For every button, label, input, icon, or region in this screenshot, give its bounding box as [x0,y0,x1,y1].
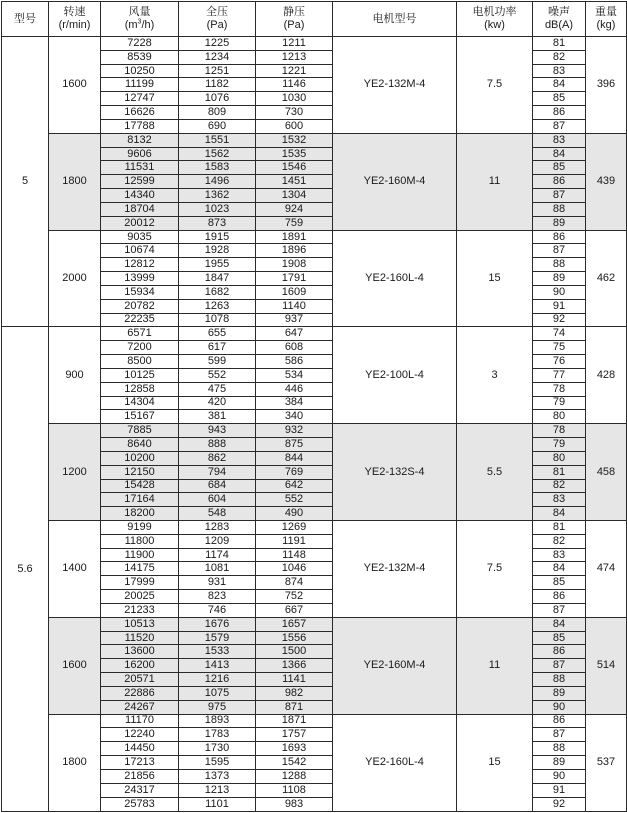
static-pressure-cell: 932 [256,424,333,438]
flow-cell: 11520 [101,631,179,645]
header-weight [586,2,627,37]
flow-cell: 12858 [101,382,179,396]
static-pressure-cell: 1451 [256,175,333,189]
weight-cell: 428 [586,327,627,424]
static-pressure-cell: 1556 [256,631,333,645]
header-power-label: 电机功率 [472,6,517,18]
header-weight-label: 重量 [595,6,617,18]
noise-cell: 85 [533,92,586,106]
header-flow-label: 风量 [128,6,151,18]
flow-cell: 9035 [101,230,179,244]
flow-cell: 22235 [101,313,179,327]
flow-cell: 10674 [101,244,179,258]
noise-cell: 84 [533,147,586,161]
static-pressure-cell: 1141 [256,673,333,687]
flow-cell: 12747 [101,92,179,106]
total-pressure-cell: 604 [179,493,256,507]
noise-cell: 87 [533,728,586,742]
static-pressure-cell: 983 [256,797,333,811]
speed-cell: 1800 [49,133,101,230]
total-pressure-cell: 1783 [179,728,256,742]
fan-spec-table [1,1,627,812]
flow-cell: 15934 [101,285,179,299]
total-pressure-cell: 823 [179,590,256,604]
noise-cell: 83 [533,133,586,147]
power-cell: 15 [457,714,533,811]
static-pressure-cell: 1366 [256,659,333,673]
static-pressure-cell: 534 [256,368,333,382]
noise-cell: 83 [533,493,586,507]
table-row [2,230,627,244]
flow-cell: 24317 [101,783,179,797]
flow-cell: 25783 [101,797,179,811]
static-pressure-cell: 642 [256,479,333,493]
static-pressure-cell: 1304 [256,189,333,203]
motor-cell: YE2-160L-4 [333,230,457,327]
static-pressure-cell: 982 [256,686,333,700]
flow-cell: 10250 [101,64,179,78]
static-pressure-cell: 1546 [256,161,333,175]
total-pressure-cell: 1928 [179,244,256,258]
total-pressure-cell: 1075 [179,686,256,700]
flow-cell: 7200 [101,341,179,355]
noise-cell: 86 [533,106,586,120]
static-pressure-cell: 1891 [256,230,333,244]
static-pressure-cell: 1657 [256,617,333,631]
total-pressure-cell: 794 [179,465,256,479]
total-pressure-cell: 1847 [179,272,256,286]
header-static-pressure-label: 静压 [283,6,305,18]
static-pressure-cell: 871 [256,700,333,714]
speed-cell: 1400 [49,520,101,617]
noise-cell: 81 [533,37,586,51]
total-pressure-cell: 1234 [179,50,256,64]
total-pressure-cell: 1413 [179,659,256,673]
noise-cell: 88 [533,673,586,687]
static-pressure-cell: 446 [256,382,333,396]
noise-cell: 82 [533,534,586,548]
total-pressure-cell: 1081 [179,562,256,576]
total-pressure-cell: 1551 [179,133,256,147]
static-pressure-cell: 1046 [256,562,333,576]
speed-cell: 1600 [49,37,101,134]
speed-cell: 2000 [49,230,101,327]
noise-cell: 83 [533,64,586,78]
header-speed [49,2,101,37]
flow-cell: 17999 [101,576,179,590]
table-row [2,133,627,147]
noise-cell: 86 [533,714,586,728]
total-pressure-cell: 1182 [179,78,256,92]
static-pressure-cell: 1221 [256,64,333,78]
weight-cell: 439 [586,133,627,230]
static-pressure-cell: 608 [256,341,333,355]
static-pressure-cell: 1908 [256,258,333,272]
static-pressure-cell: 937 [256,313,333,327]
flow-cell: 18200 [101,507,179,521]
static-pressure-cell: 759 [256,216,333,230]
static-pressure-cell: 1896 [256,244,333,258]
total-pressure-cell: 1373 [179,769,256,783]
flow-cell: 12240 [101,728,179,742]
flow-cell: 21233 [101,603,179,617]
header-row [2,2,627,37]
noise-cell: 80 [533,451,586,465]
header-total-pressure-unit: (Pa) [206,19,228,31]
noise-cell: 86 [533,590,586,604]
header-model [2,2,49,37]
noise-cell: 92 [533,313,586,327]
table-header [2,2,627,37]
speed-cell: 1200 [49,424,101,521]
flow-cell: 10200 [101,451,179,465]
total-pressure-cell: 931 [179,576,256,590]
static-pressure-cell: 1532 [256,133,333,147]
noise-cell: 76 [533,355,586,369]
noise-cell: 90 [533,700,586,714]
header-speed-label: 转速 [63,6,86,18]
noise-cell: 87 [533,659,586,673]
static-pressure-cell: 1148 [256,548,333,562]
flow-cell: 14340 [101,189,179,203]
noise-cell: 84 [533,617,586,631]
header-motor [333,2,457,37]
total-pressure-cell: 1263 [179,299,256,313]
table-row [2,327,627,341]
noise-cell: 88 [533,202,586,216]
total-pressure-cell: 1225 [179,37,256,51]
header-noise-label: 噪声 [548,6,570,18]
header-flow-unit [125,19,155,31]
total-pressure-cell: 1101 [179,797,256,811]
flow-cell: 20012 [101,216,179,230]
weight-cell: 458 [586,424,627,521]
static-pressure-cell: 844 [256,451,333,465]
static-pressure-cell: 1146 [256,78,333,92]
total-pressure-cell: 1955 [179,258,256,272]
motor-cell: YE2-160L-4 [333,714,457,811]
static-pressure-cell: 1191 [256,534,333,548]
flow-cell: 11170 [101,714,179,728]
motor-cell: YE2-132S-4 [333,424,457,521]
static-pressure-cell: 730 [256,106,333,120]
noise-cell: 87 [533,603,586,617]
flow-cell: 8500 [101,355,179,369]
total-pressure-cell: 690 [179,119,256,133]
flow-cell: 8640 [101,438,179,452]
header-noise-unit: dB(A) [544,19,574,31]
flow-cell: 9606 [101,147,179,161]
noise-cell: 77 [533,368,586,382]
static-pressure-cell: 1269 [256,520,333,534]
total-pressure-cell: 1682 [179,285,256,299]
noise-cell: 87 [533,119,586,133]
table-row [2,714,627,728]
total-pressure-cell: 617 [179,341,256,355]
noise-cell: 81 [533,520,586,534]
weight-cell: 396 [586,37,627,134]
motor-cell: YE2-160M-4 [333,617,457,714]
model-cell: 5.6 [2,327,49,812]
header-power [457,2,533,37]
noise-cell: 84 [533,562,586,576]
header-motor-label: 电机型号 [372,12,417,25]
noise-cell: 86 [533,175,586,189]
total-pressure-cell: 1174 [179,548,256,562]
flow-cell: 15428 [101,479,179,493]
static-pressure-cell: 1288 [256,769,333,783]
total-pressure-cell: 1915 [179,230,256,244]
noise-cell: 89 [533,756,586,770]
static-pressure-cell: 875 [256,438,333,452]
flow-cell: 12812 [101,258,179,272]
flow-cell: 20571 [101,673,179,687]
static-pressure-cell: 1791 [256,272,333,286]
noise-cell: 85 [533,161,586,175]
noise-cell: 88 [533,742,586,756]
static-pressure-cell: 384 [256,396,333,410]
noise-cell: 86 [533,645,586,659]
total-pressure-cell: 1562 [179,147,256,161]
total-pressure-cell: 1209 [179,534,256,548]
table-row [2,617,627,631]
total-pressure-cell: 1213 [179,783,256,797]
total-pressure-cell: 1595 [179,756,256,770]
table-row [2,424,627,438]
flow-cell: 20025 [101,590,179,604]
flow-cell: 11199 [101,78,179,92]
power-cell: 15 [457,230,533,327]
speed-cell: 1600 [49,617,101,714]
total-pressure-cell: 975 [179,700,256,714]
flow-cell: 24267 [101,700,179,714]
total-pressure-cell: 1730 [179,742,256,756]
total-pressure-cell: 1533 [179,645,256,659]
header-flow [101,2,179,37]
flow-cell: 16626 [101,106,179,120]
flow-cell: 10125 [101,368,179,382]
motor-cell: YE2-132M-4 [333,520,457,617]
static-pressure-cell: 1693 [256,742,333,756]
flow-cell: 11531 [101,161,179,175]
flow-cell: 17164 [101,493,179,507]
flow-cell: 15167 [101,410,179,424]
table-row [2,520,627,534]
total-pressure-cell: 1251 [179,64,256,78]
noise-cell: 78 [533,424,586,438]
static-pressure-cell: 1213 [256,50,333,64]
speed-cell: 900 [49,327,101,424]
flow-cell: 14450 [101,742,179,756]
table-row [2,37,627,51]
total-pressure-cell: 1579 [179,631,256,645]
flow-cell: 7885 [101,424,179,438]
static-pressure-cell: 1500 [256,645,333,659]
flow-cell: 21856 [101,769,179,783]
power-cell: 7.5 [457,520,533,617]
flow-cell: 14175 [101,562,179,576]
header-model-label: 型号 [14,12,36,25]
total-pressure-cell: 1076 [179,92,256,106]
flow-unit-prefix: (m [124,19,138,31]
static-pressure-cell: 586 [256,355,333,369]
header-static-pressure-unit: (Pa) [283,19,305,31]
flow-cell: 13999 [101,272,179,286]
static-pressure-cell: 769 [256,465,333,479]
noise-cell: 85 [533,631,586,645]
noise-cell: 82 [533,50,586,64]
total-pressure-cell: 548 [179,507,256,521]
noise-cell: 78 [533,382,586,396]
total-pressure-cell: 1023 [179,202,256,216]
static-pressure-cell: 874 [256,576,333,590]
power-cell: 7.5 [457,37,533,134]
flow-cell: 12599 [101,175,179,189]
static-pressure-cell: 647 [256,327,333,341]
flow-cell: 7228 [101,37,179,51]
noise-cell: 79 [533,438,586,452]
header-static-pressure [256,2,333,37]
flow-cell: 20782 [101,299,179,313]
weight-cell: 462 [586,230,627,327]
total-pressure-cell: 684 [179,479,256,493]
flow-cell: 11900 [101,548,179,562]
noise-cell: 88 [533,258,586,272]
noise-cell: 90 [533,285,586,299]
header-power-unit: (kw) [484,19,505,31]
flow-cell: 8539 [101,50,179,64]
flow-cell: 8132 [101,133,179,147]
total-pressure-cell: 1893 [179,714,256,728]
total-pressure-cell: 1216 [179,673,256,687]
noise-cell: 87 [533,189,586,203]
static-pressure-cell: 340 [256,410,333,424]
speed-cell: 1800 [49,714,101,811]
flow-cell: 10513 [101,617,179,631]
total-pressure-cell: 1583 [179,161,256,175]
noise-cell: 84 [533,507,586,521]
static-pressure-cell: 667 [256,603,333,617]
flow-unit-suffix: /h) [141,19,155,31]
static-pressure-cell: 552 [256,493,333,507]
power-cell: 11 [457,133,533,230]
static-pressure-cell: 600 [256,119,333,133]
total-pressure-cell: 475 [179,382,256,396]
static-pressure-cell: 1757 [256,728,333,742]
noise-cell: 82 [533,479,586,493]
total-pressure-cell: 599 [179,355,256,369]
total-pressure-cell: 943 [179,424,256,438]
noise-cell: 75 [533,341,586,355]
noise-cell: 91 [533,783,586,797]
static-pressure-cell: 1535 [256,147,333,161]
noise-cell: 85 [533,576,586,590]
static-pressure-cell: 1140 [256,299,333,313]
noise-cell: 91 [533,299,586,313]
static-pressure-cell: 1211 [256,37,333,51]
flow-cell: 17213 [101,756,179,770]
power-cell: 5.5 [457,424,533,521]
motor-cell: YE2-100L-4 [333,327,457,424]
total-pressure-cell: 655 [179,327,256,341]
total-pressure-cell: 1496 [179,175,256,189]
total-pressure-cell: 420 [179,396,256,410]
total-pressure-cell: 746 [179,603,256,617]
noise-cell: 90 [533,769,586,783]
header-total-pressure [179,2,256,37]
flow-cell: 16200 [101,659,179,673]
total-pressure-cell: 381 [179,410,256,424]
weight-cell: 474 [586,520,627,617]
flow-unit-superscript: 3 [137,18,142,26]
noise-cell: 74 [533,327,586,341]
weight-cell: 514 [586,617,627,714]
total-pressure-cell: 1283 [179,520,256,534]
noise-cell: 86 [533,230,586,244]
noise-cell: 83 [533,548,586,562]
motor-cell: YE2-160M-4 [333,133,457,230]
static-pressure-cell: 1609 [256,285,333,299]
power-cell: 11 [457,617,533,714]
flow-cell: 22886 [101,686,179,700]
total-pressure-cell: 1078 [179,313,256,327]
static-pressure-cell: 1542 [256,756,333,770]
flow-cell: 13600 [101,645,179,659]
header-noise [533,2,586,37]
static-pressure-cell: 924 [256,202,333,216]
header-speed-unit: (r/min) [58,19,91,31]
flow-cell: 12150 [101,465,179,479]
total-pressure-cell: 873 [179,216,256,230]
static-pressure-cell: 1108 [256,783,333,797]
flow-cell: 9199 [101,520,179,534]
flow-cell: 18704 [101,202,179,216]
total-pressure-cell: 1676 [179,617,256,631]
motor-cell: YE2-132M-4 [333,37,457,134]
static-pressure-cell: 1030 [256,92,333,106]
power-cell: 3 [457,327,533,424]
noise-cell: 89 [533,272,586,286]
static-pressure-cell: 1871 [256,714,333,728]
flow-cell: 6571 [101,327,179,341]
flow-cell: 14304 [101,396,179,410]
noise-cell: 81 [533,465,586,479]
noise-cell: 89 [533,216,586,230]
noise-cell: 80 [533,410,586,424]
noise-cell: 92 [533,797,586,811]
noise-cell: 89 [533,686,586,700]
total-pressure-cell: 862 [179,451,256,465]
flow-cell: 17788 [101,119,179,133]
flow-cell: 11800 [101,534,179,548]
total-pressure-cell: 809 [179,106,256,120]
table-body [2,37,627,812]
header-total-pressure-label: 全压 [206,6,228,18]
model-cell: 5 [2,37,49,327]
noise-cell: 84 [533,78,586,92]
total-pressure-cell: 1362 [179,189,256,203]
static-pressure-cell: 752 [256,590,333,604]
header-weight-unit: (kg) [596,19,616,31]
weight-cell: 537 [586,714,627,811]
total-pressure-cell: 888 [179,438,256,452]
noise-cell: 87 [533,244,586,258]
total-pressure-cell: 552 [179,368,256,382]
static-pressure-cell: 490 [256,507,333,521]
noise-cell: 79 [533,396,586,410]
